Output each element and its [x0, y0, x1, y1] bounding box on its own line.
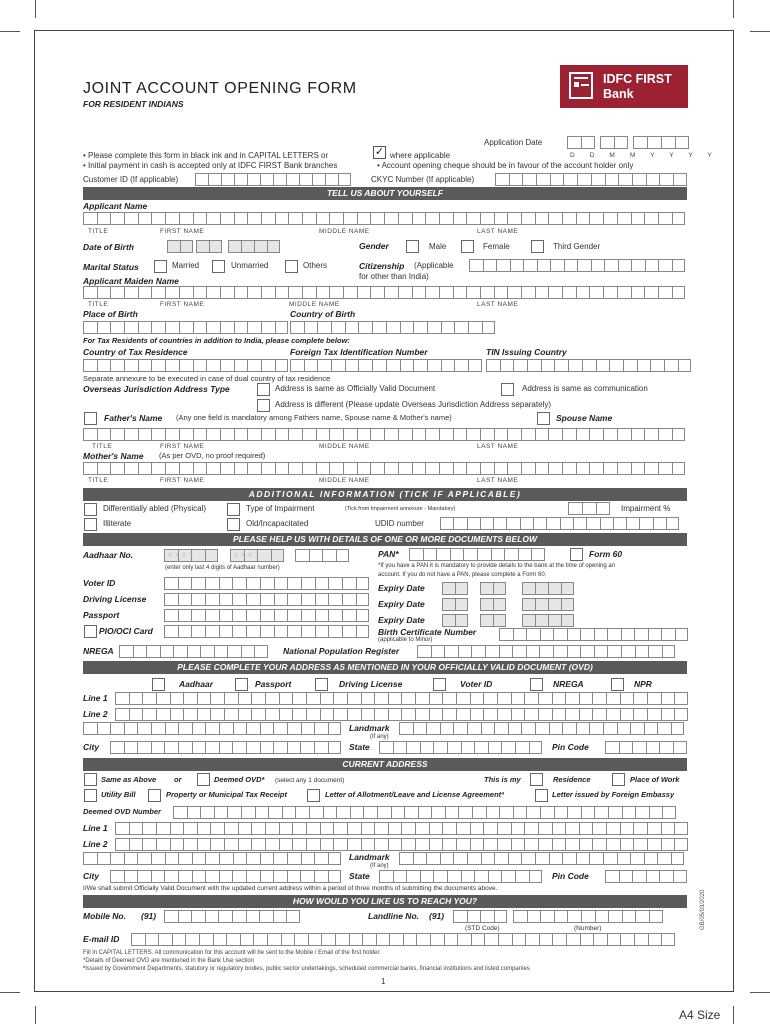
state-label: State	[349, 871, 370, 881]
name-sublabel: LAST NAME	[477, 301, 519, 308]
section-header: CURRENT ADDRESS	[83, 758, 687, 771]
annexure-note: Separate annexure to be executed in case of dual country of tax residence	[83, 374, 331, 383]
landmark-label: Landmark	[349, 723, 390, 733]
instruction: • Please complete this form in black ink and in CAPITAL LETTERS or	[83, 151, 329, 160]
impairment-pct-field[interactable]	[568, 502, 610, 515]
udid-field[interactable]	[440, 517, 679, 530]
name-sublabel: TITLE	[88, 477, 109, 484]
date-format: D D M M Y Y Y Y	[570, 152, 719, 159]
expiry-field[interactable]	[442, 614, 468, 627]
spouse-name-label: Spouse Name	[556, 413, 613, 423]
addr-dl-label: Driving License	[339, 679, 403, 689]
npr-field[interactable]	[417, 645, 675, 658]
deemed-ovd-checkbox[interactable]	[197, 773, 210, 786]
pan-field[interactable]	[409, 548, 545, 561]
landline-number-field[interactable]	[513, 910, 663, 923]
form60-checkbox[interactable]	[570, 548, 583, 561]
gender-label: Gender	[359, 241, 389, 251]
embassy-label: Letter issued by Foreign Embassy	[552, 790, 675, 799]
state-label: State	[349, 742, 370, 752]
name-sublabel: FIRST NAME	[160, 301, 205, 308]
landline-code: (91)	[429, 911, 445, 921]
npr-label: National Population Register	[283, 646, 400, 656]
if-any-note: (If any)	[370, 863, 389, 869]
instruction: where applicable	[390, 151, 451, 160]
married-label: Married	[172, 261, 200, 270]
name-sublabel: MIDDLE NAME	[319, 443, 370, 450]
unmarried-label: Unmarried	[231, 261, 269, 270]
deemed-ovd-label: Deemed OVD*	[214, 775, 265, 784]
std-code-label: (STD Code)	[465, 925, 500, 932]
birth-cert-field[interactable]	[499, 628, 688, 641]
old-label: Old/Incapacitated	[246, 519, 309, 528]
section-header: PLEASE COMPLETE YOUR ADDRESS AS MENTIONED IN YOUR OFFICIALLY VALID DOCUMENT (OVD)	[83, 661, 687, 674]
section-header: ADDITIONAL INFORMATION (TICK IF APPLICABLE)	[83, 488, 687, 501]
residence-label: Residence	[553, 775, 591, 784]
residence-checkbox[interactable]	[530, 773, 543, 786]
if-any-note: (If any)	[370, 734, 389, 740]
landline-label: Landline No.	[368, 911, 419, 921]
old-checkbox[interactable]	[227, 518, 240, 531]
spouse-checkbox[interactable]	[537, 412, 550, 425]
property-label: Property or Municipal Tax Receipt	[166, 790, 287, 799]
driving-license-label: Driving License	[83, 594, 147, 604]
female-label: Female	[483, 242, 510, 251]
addr-passport-label: Passport	[255, 679, 292, 689]
illiterate-label: Illiterate	[103, 519, 132, 528]
aadhaar-placeholder: XXXX	[168, 553, 197, 559]
mother-name-label: Mother's Name	[83, 451, 144, 461]
birth-cert-note: (applicable to Minor)	[378, 637, 433, 643]
line3-field[interactable]	[83, 722, 341, 735]
expiry-label: Expiry Date	[378, 599, 425, 609]
tin-country-field[interactable]	[486, 359, 691, 372]
birth-cert-label: Birth Certificate Number	[378, 627, 477, 637]
addr-ovd-label: Address is same as Officially Valid Document	[275, 384, 436, 393]
deemed-number-label: Deemed OVD Number	[83, 807, 161, 816]
crop-mark	[35, 1006, 36, 1024]
others-label: Others	[303, 261, 328, 270]
country-tax-field[interactable]	[83, 359, 288, 372]
tin-country-label: TIN Issuing Country	[486, 347, 567, 357]
addr-npr-checkbox[interactable]	[611, 678, 624, 691]
property-checkbox[interactable]	[148, 789, 161, 802]
pio-label: PIO/OCI Card	[99, 626, 153, 636]
application-date-label: Application Date	[484, 138, 543, 147]
impairment-type-checkbox[interactable]	[227, 503, 240, 516]
passport-field[interactable]	[164, 609, 369, 622]
pin-label: Pin Code	[552, 742, 589, 752]
expiry-field[interactable]	[480, 598, 506, 611]
footer-note: Fill in CAPITAL LETTERS. All communication for this account will be sent to the Mobile / Email of the first holder.	[83, 950, 381, 956]
crop-mark	[0, 31, 20, 32]
applicant-name-field[interactable]	[83, 212, 685, 225]
tick-icon: ✓	[374, 146, 385, 158]
country-of-birth-label: Country of Birth	[290, 309, 356, 319]
addr-voter-checkbox[interactable]	[433, 678, 446, 691]
name-sublabel: TITLE	[92, 443, 113, 450]
country-tax-label: Country of Tax Residence	[83, 347, 188, 357]
bank-logo	[560, 65, 688, 108]
email-label: E-mail ID	[83, 934, 120, 944]
name-sublabel: TITLE	[88, 228, 109, 235]
city-label: City	[83, 871, 100, 881]
logo-text: IDFC FIRST	[603, 72, 672, 86]
citizenship-field[interactable]	[469, 259, 685, 272]
pan-note: *If you have a PAN it is mandatory to provide details to the bank at the time of opening an	[378, 563, 616, 569]
addr-aadhaar-label: Aadhaar	[179, 679, 214, 689]
name-sublabel: FIRST NAME	[160, 477, 205, 484]
pan-label: PAN*	[378, 549, 399, 559]
same-above-checkbox[interactable]	[84, 773, 97, 786]
married-checkbox[interactable]	[154, 260, 167, 273]
page-number: 1	[381, 977, 386, 986]
driving-license-field[interactable]	[164, 593, 369, 606]
current-city-field[interactable]	[110, 870, 341, 883]
bank-logo-icon	[569, 72, 593, 99]
tax-intro: For Tax Residents of countries in addition to India, please complete below:	[83, 336, 350, 345]
citizenship-note: (Applicable	[414, 261, 454, 270]
aadhaar-label: Aadhaar No.	[83, 550, 134, 560]
name-sublabel: MIDDLE NAME	[319, 477, 370, 484]
landmark-field[interactable]	[399, 722, 684, 735]
deemed-ovd-note: (select any 1 document)	[275, 777, 345, 784]
dob-field[interactable]	[167, 240, 193, 253]
work-label: Place of Work	[630, 775, 680, 784]
mobile-field[interactable]	[164, 910, 300, 923]
third-gender-checkbox[interactable]	[531, 240, 544, 253]
instruction: • Account opening cheque should be in favour of the account holder only	[377, 161, 634, 170]
mother-note: (As per OVD, no proof required)	[159, 451, 266, 460]
father-checkbox[interactable]	[84, 412, 97, 425]
maiden-name-field[interactable]	[83, 286, 685, 299]
addr-comm-label: Address is same as communication	[522, 384, 648, 393]
customer-id-field[interactable]	[195, 173, 351, 186]
pio-field[interactable]	[164, 625, 369, 638]
footer-note: ªIssued by Government Departments, statutory or regulatory bodies, public sector undertakings, scheduled commercial banks, financial institutions and listed companies	[83, 966, 530, 972]
addr-dl-checkbox[interactable]	[315, 678, 328, 691]
addr-comm-checkbox[interactable]	[501, 383, 514, 396]
logo-text: Bank	[603, 87, 634, 101]
aadhaar-placeholder: XXXX	[234, 553, 263, 559]
male-label: Male	[429, 242, 447, 251]
name-sublabel: TITLE	[88, 301, 109, 308]
ckyc-label: CKYC Number (If applicable)	[371, 175, 475, 184]
landmark-label: Landmark	[349, 852, 390, 862]
expiry-field[interactable]	[442, 598, 468, 611]
voter-id-field[interactable]	[164, 577, 369, 590]
expiry-field[interactable]	[522, 598, 574, 611]
addr-nrega-label: NREGA	[553, 679, 584, 689]
dob-field[interactable]	[228, 240, 280, 253]
work-checkbox[interactable]	[612, 773, 625, 786]
citizenship-label: Citizenship	[359, 261, 405, 271]
line1-label: Line 1	[83, 823, 108, 833]
aadhaar-note: (enter only last 4 digits of Aadhaar number)	[165, 565, 280, 571]
pio-checkbox[interactable]	[84, 625, 97, 638]
number-label: (Number)	[574, 925, 602, 932]
this-is-my-label: This is my	[484, 775, 521, 784]
passport-label: Passport	[83, 610, 120, 620]
deemed-number-field[interactable]	[173, 806, 676, 819]
pin-field[interactable]	[605, 741, 687, 754]
current-landmark-field[interactable]	[399, 852, 684, 865]
form60-label: Form 60	[589, 549, 623, 559]
city-field[interactable]	[110, 741, 341, 754]
third-gender-label: Third Gender	[553, 242, 601, 251]
applicant-name-label: Applicant Name	[83, 201, 148, 211]
line2-label: Line 2	[83, 709, 108, 719]
expiry-field[interactable]	[442, 582, 468, 595]
udid-label: UDID number	[375, 519, 424, 528]
application-date-field[interactable]	[600, 136, 628, 149]
application-date-field[interactable]	[633, 136, 689, 149]
section-header: PLEASE HELP US WITH DETAILS OF ONE OR MORE DOCUMENTS BELOW	[83, 533, 687, 546]
crop-mark	[733, 1006, 734, 1024]
impairment-pct-label: Impairment %	[621, 504, 671, 513]
current-line1-field[interactable]	[115, 822, 688, 835]
addr-diff-label: Address is different (Please update Overseas Jurisdiction Address separately)	[275, 400, 551, 409]
expiry-label: Expiry Date	[378, 615, 425, 625]
allotment-checkbox[interactable]	[307, 789, 320, 802]
name-sublabel: MIDDLE NAME	[289, 301, 340, 308]
crop-mark	[0, 992, 20, 993]
same-above-label: Same as Above	[101, 775, 157, 784]
unmarried-checkbox[interactable]	[212, 260, 225, 273]
father-spouse-name-field[interactable]	[83, 428, 685, 441]
overseas-address-label: Overseas Jurisdiction Address Type	[83, 384, 230, 394]
utility-checkbox[interactable]	[84, 789, 97, 802]
current-state-field[interactable]	[379, 870, 542, 883]
country-of-birth-field[interactable]	[290, 321, 495, 334]
citizenship-note: for other than India)	[359, 272, 429, 281]
crop-mark	[750, 31, 770, 32]
or-label: or	[174, 775, 182, 784]
form-subtitle: FOR RESIDENT INDIANS	[83, 99, 184, 109]
impairment-note: (Tick from Impairment annexure - Mandatory)	[345, 506, 456, 512]
current-pin-field[interactable]	[605, 870, 687, 883]
dob-field[interactable]	[196, 240, 222, 253]
male-checkbox[interactable]	[406, 240, 419, 253]
line1-field[interactable]	[115, 692, 688, 705]
expiry-field[interactable]	[522, 614, 574, 627]
expiry-field[interactable]	[480, 614, 506, 627]
foreign-tin-field[interactable]	[290, 359, 482, 372]
mobile-label: Mobile No.	[83, 911, 126, 921]
name-sublabel: LAST NAME	[477, 443, 519, 450]
footer-note: *Details of Deemed OVD are mentioned in the Bank Use section	[83, 958, 255, 964]
line2-field[interactable]	[115, 708, 688, 721]
crop-mark	[750, 992, 770, 993]
diff-abled-checkbox[interactable]	[84, 503, 97, 516]
pin-label: Pin Code	[552, 871, 589, 881]
addr-voter-label: Voter ID	[460, 679, 493, 689]
father-note: (Any one field is mandatory among Fathers name, Spouse name & Mother's name)	[176, 413, 452, 422]
utility-label: Utility Bill	[101, 790, 136, 799]
nrega-field[interactable]	[119, 645, 268, 658]
addr-npr-label: NPR	[634, 679, 652, 689]
form-title: JOINT ACCOUNT OPENING FORM	[83, 80, 357, 97]
crop-mark	[35, 0, 36, 18]
place-of-birth-field[interactable]	[83, 321, 288, 334]
place-of-birth-label: Place of Birth	[83, 309, 138, 319]
declaration: I/We shall submit Officially Valid Document with the updated current address within a period of three months of submitting the documents above.	[83, 885, 498, 892]
current-line3-field[interactable]	[83, 852, 341, 865]
line2-label: Line 2	[83, 839, 108, 849]
std-code-field[interactable]	[453, 910, 507, 923]
ckyc-field[interactable]	[495, 173, 687, 186]
name-sublabel: MIDDLE NAME	[319, 228, 370, 235]
customer-id-label: Customer ID (If applicable)	[83, 175, 179, 184]
application-date-field[interactable]	[567, 136, 595, 149]
name-sublabel: LAST NAME	[477, 228, 519, 235]
nrega-label: NREGA	[83, 646, 114, 656]
dob-label: Date of Birth	[83, 242, 134, 252]
form-code: GB/05/03/2020	[700, 889, 706, 930]
pan-note: account. If you do not have a PAN, please complete a Form 60.	[378, 572, 547, 578]
name-sublabel: LAST NAME	[477, 477, 519, 484]
addr-ovd-checkbox[interactable]	[257, 383, 270, 396]
father-name-label: Father's Name	[104, 413, 163, 423]
aadhaar-last4-field[interactable]	[295, 549, 349, 562]
mother-name-field[interactable]	[83, 462, 685, 475]
foreign-tin-label: Foreign Tax Identification Number	[290, 347, 428, 357]
maiden-name-label: Applicant Maiden Name	[83, 276, 179, 286]
embassy-checkbox[interactable]	[535, 789, 548, 802]
expiry-field[interactable]	[480, 582, 506, 595]
impairment-type-label: Type of Impairment	[246, 504, 315, 513]
section-header: TELL US ABOUT YOURSELF	[83, 187, 687, 200]
email-field[interactable]	[131, 933, 675, 946]
female-checkbox[interactable]	[461, 240, 474, 253]
addr-passport-checkbox[interactable]	[235, 678, 248, 691]
current-line2-field[interactable]	[115, 838, 688, 851]
section-header: HOW WOULD YOU LIKE US TO REACH YOU?	[83, 895, 687, 908]
diff-abled-label: Differentially abled (Physical)	[103, 504, 207, 513]
paper-size-label: A4 Size	[679, 1008, 721, 1022]
state-field[interactable]	[379, 741, 542, 754]
line1-label: Line 1	[83, 693, 108, 703]
addr-nrega-checkbox[interactable]	[530, 678, 543, 691]
voter-id-label: Voter ID	[83, 578, 116, 588]
city-label: City	[83, 742, 100, 752]
crop-mark	[733, 0, 734, 18]
marital-status-label: Marital Status	[83, 262, 139, 272]
illiterate-checkbox[interactable]	[84, 518, 97, 531]
expiry-field[interactable]	[522, 582, 574, 595]
instruction: • Initial payment in cash is accepted only at IDFC FIRST Bank branches	[83, 161, 338, 170]
others-checkbox[interactable]	[285, 260, 298, 273]
addr-diff-checkbox[interactable]	[257, 399, 270, 412]
name-sublabel: FIRST NAME	[160, 443, 205, 450]
allotment-label: Letter of Allotment/Leave and License Agreementª	[325, 790, 504, 799]
addr-aadhaar-checkbox[interactable]	[152, 678, 165, 691]
name-sublabel: FIRST NAME	[160, 228, 205, 235]
mobile-code: (91)	[141, 911, 157, 921]
expiry-label: Expiry Date	[378, 583, 425, 593]
